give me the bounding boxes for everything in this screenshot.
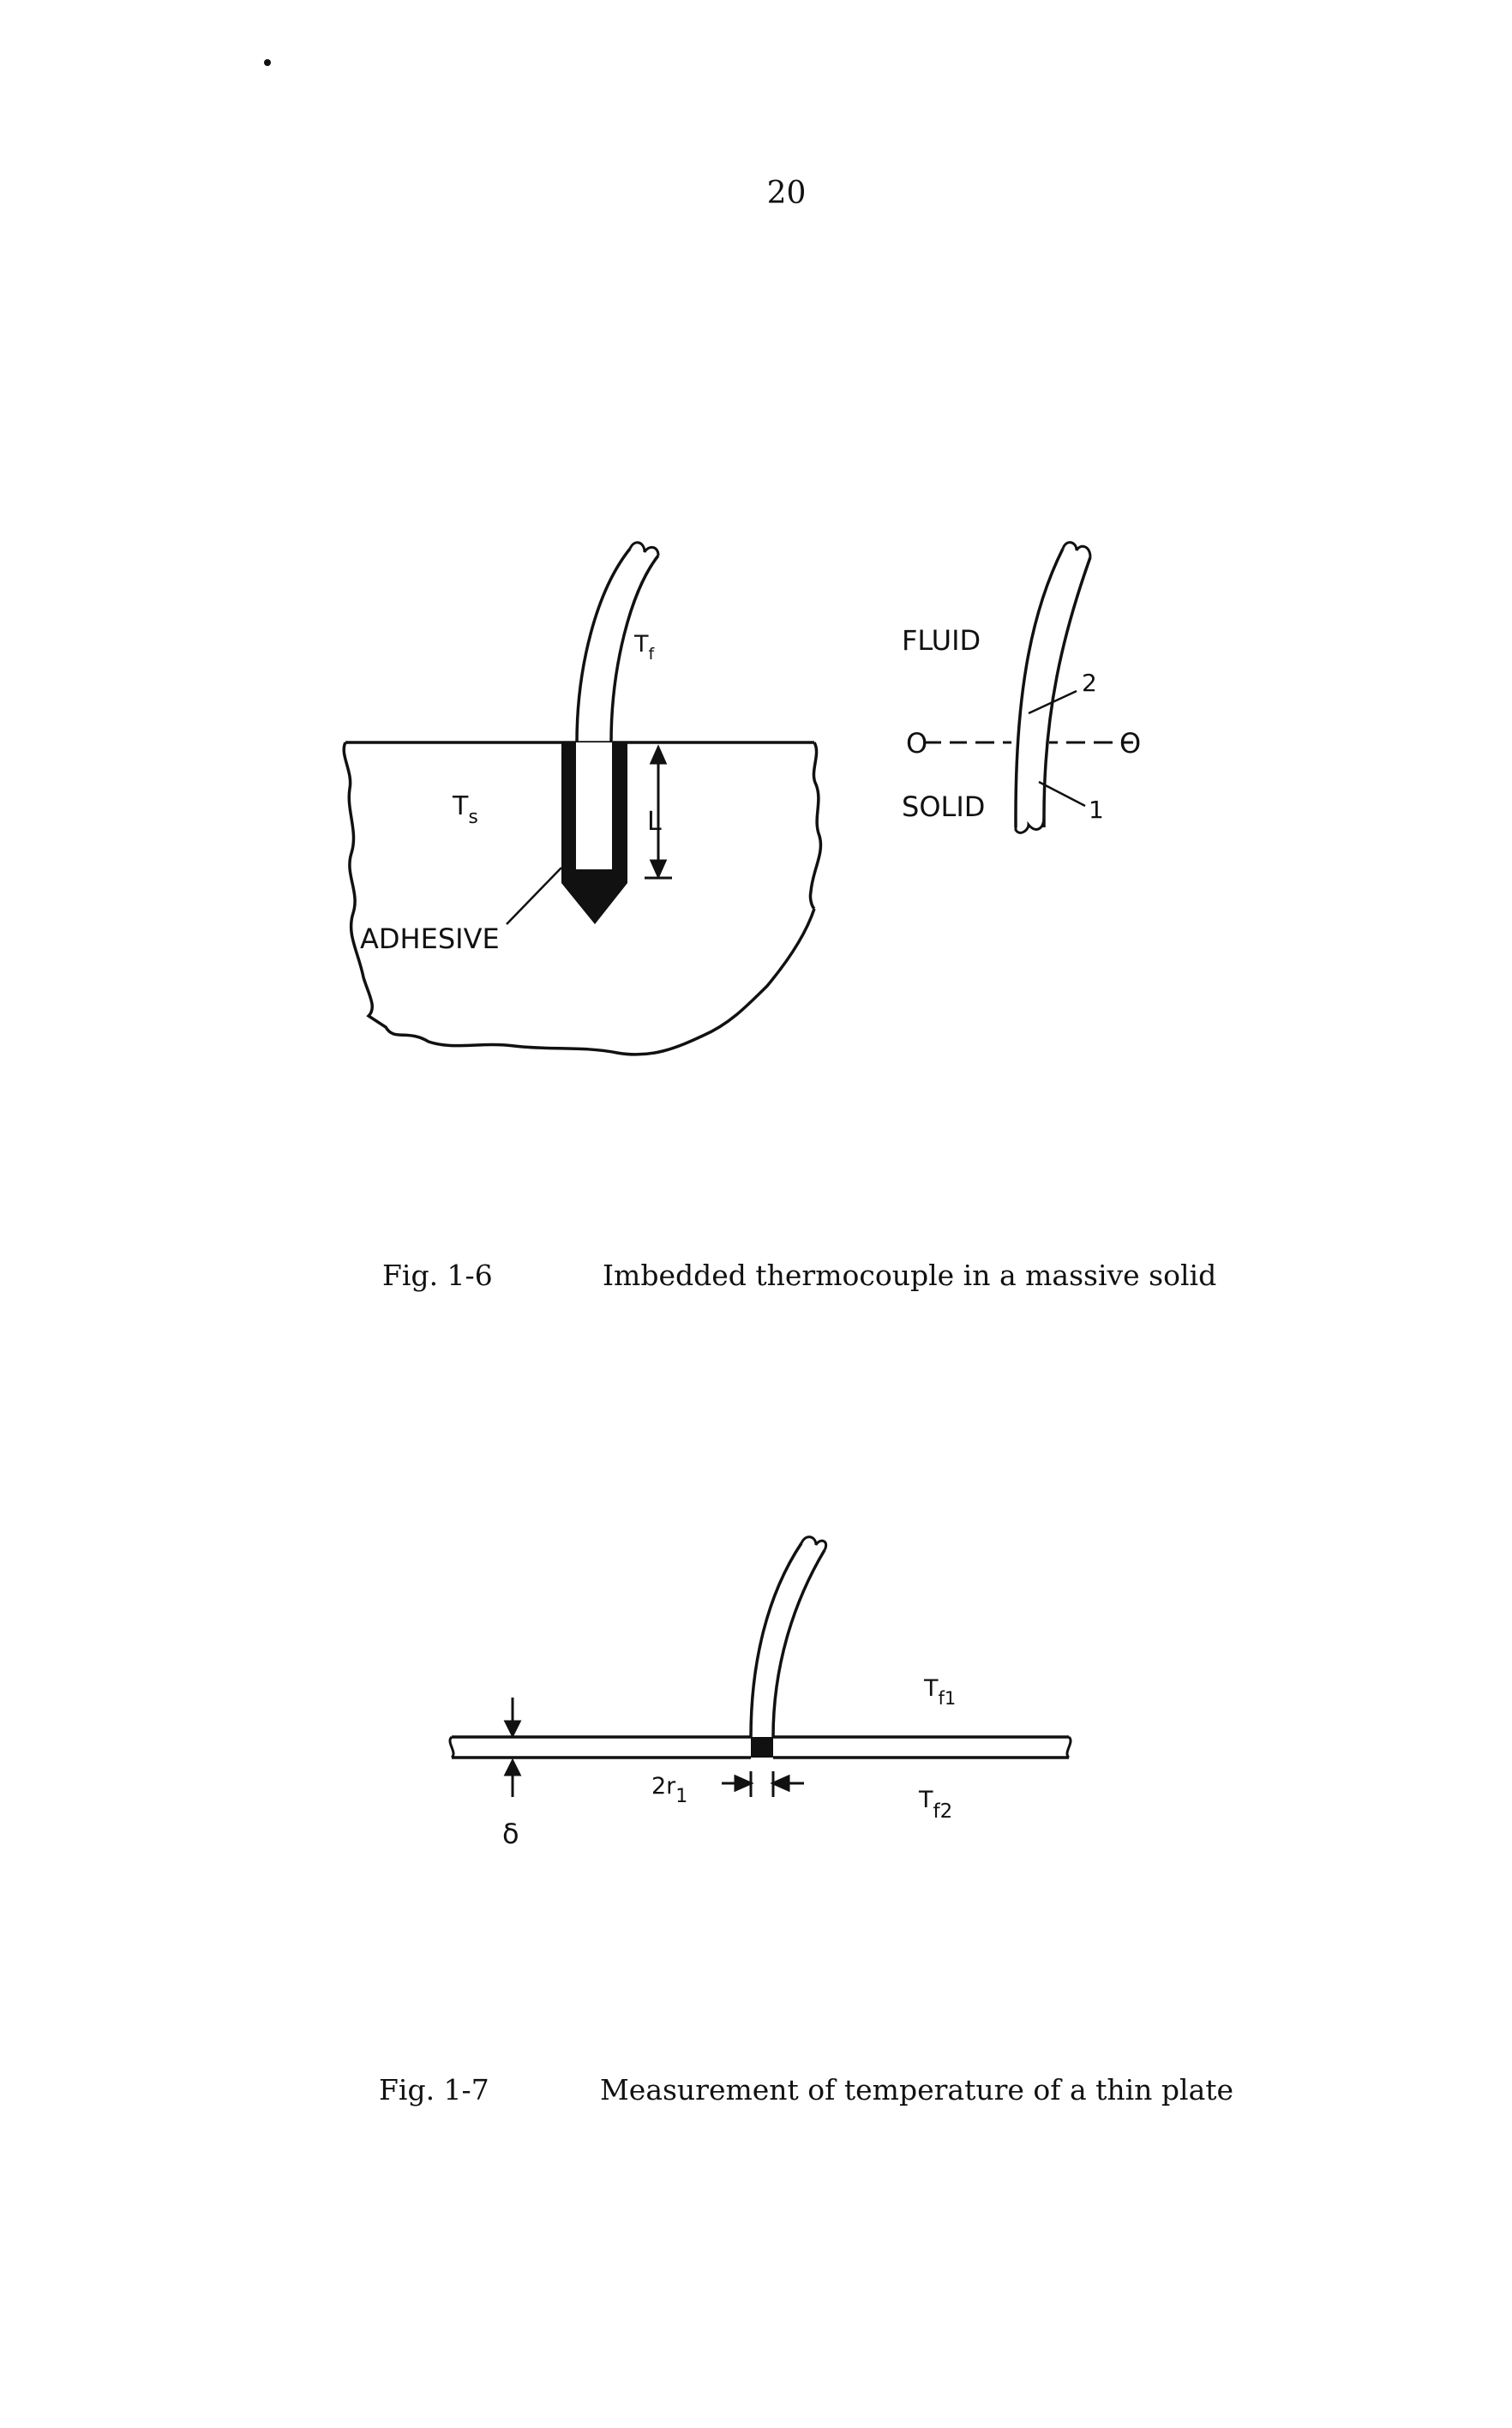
fig-1-7-label: Fig. 1-7 <box>379 2073 489 2106</box>
l-label: L <box>647 807 662 837</box>
tf2-label: Tf2 <box>919 1787 953 1823</box>
point-2-label: 2 <box>1082 669 1097 697</box>
ts-label: $T_s$ <box>453 791 478 828</box>
fig-1-6-label: Fig. 1-6 <box>382 1259 493 1292</box>
fig-1-7-junction <box>751 1737 773 1758</box>
o-left-label: O <box>906 727 928 760</box>
scan-speck <box>264 59 271 66</box>
fig-1-7-caption: Measurement of temperature of a thin plate <box>600 2073 1234 2106</box>
adhesive-leader <box>507 868 561 924</box>
fig-1-7-thermocouple <box>751 1537 826 1737</box>
solid-label: SOLID <box>902 790 986 823</box>
tf1-label: $T_{f1}$ <box>924 1675 957 1709</box>
page-number: 20 <box>766 176 807 211</box>
tf-label: $T_f$ <box>634 631 655 664</box>
two-r1-label: $2r_1$ <box>651 1773 688 1807</box>
two-r1-dimension <box>722 1771 804 1797</box>
point-1-label: 1 <box>1089 796 1104 824</box>
o-right-label: O <box>1119 727 1142 760</box>
adhesive-label: ADHESIVE <box>360 923 500 955</box>
delta-label: δ <box>502 1818 519 1850</box>
fig-1-6-thermocouple <box>561 543 658 924</box>
fluid-label: FLUID <box>902 624 981 657</box>
delta-dimension <box>506 1698 519 1797</box>
fig-1-6-caption: Imbedded thermocouple in a massive solid <box>603 1259 1217 1292</box>
